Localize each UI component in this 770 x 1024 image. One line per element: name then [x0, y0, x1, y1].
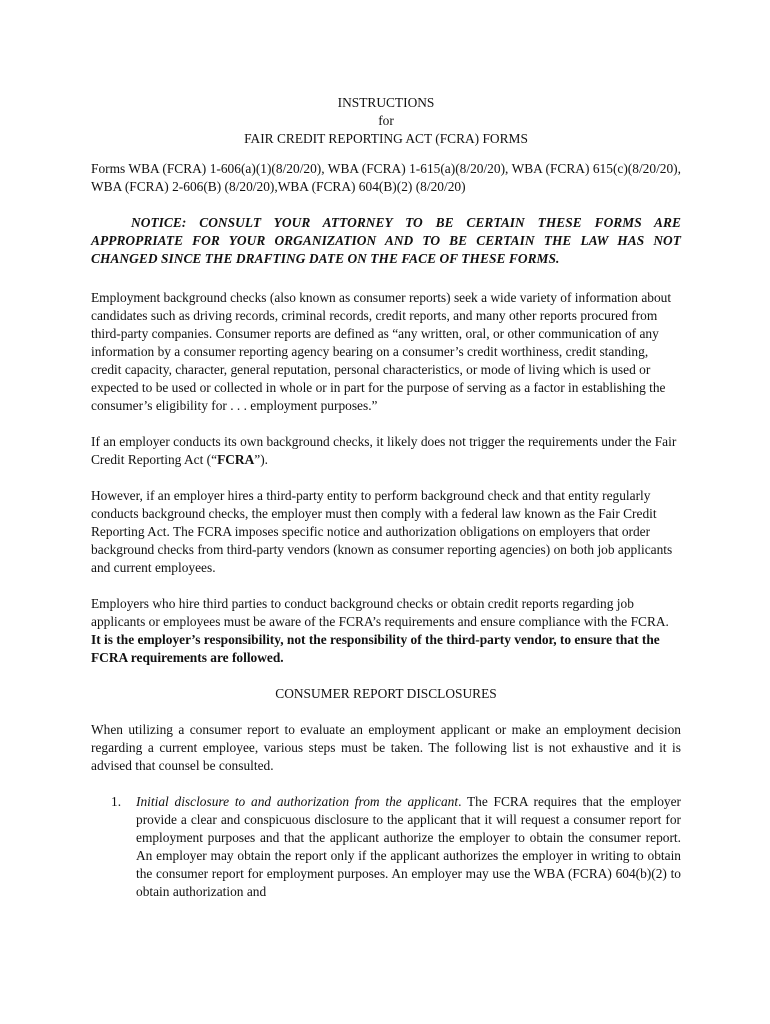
title-line-instructions: INSTRUCTIONS	[337, 95, 435, 110]
attorney-notice	[91, 214, 681, 268]
fcra-abbrev: FCRA	[217, 452, 255, 467]
paragraph-employer-responsibility	[91, 595, 681, 667]
paragraph-disclosures-intro: When utilizing a consumer report to evaluate an employment applicant or make an employment decision regarding a current employee, various steps must be taken. The following list is not exhaustive and it is advised that counsel be consulted.	[91, 722, 681, 773]
attorney-notice-text: NOTICE: CONSULT YOUR ATTORNEY TO BE CERTAIN THESE FORMS ARE APPROPRIATE FOR YOUR ORGANIZATION AND TO BE CERTAIN THE LAW HAS NOT CHANGED SINCE THE DRAFTING DATE ON THE FACE OF THESE FORMS.	[91, 215, 681, 266]
step-text: . The FCRA requires that the employer provide a clear and conspicuous disclosure to the applicant that it will request a consumer report for employment purposes and that the applicant authorize the employer to obtain the consumer report. An employer may obtain the report only if the applicant authorizes the employer in writing to obtain the consumer report for employment purposes. An employer may use the WBA (FCRA) 604(b)(2) to obtain authorization and	[136, 794, 681, 899]
own-checks-close: ”).	[254, 452, 269, 467]
title-line-fcra-forms: FAIR CREDIT REPORTING ACT (FCRA) FORMS	[244, 131, 528, 146]
document-body	[91, 94, 681, 901]
forms-list: Forms WBA (FCRA) 1-606(a)(1)(8/20/20), WBA (FCRA) 1-615(a)(8/20/20), WBA (FCRA) 615(c)(8/20/20), WBA (FCRA) 2-606(B) (8/20/20),WBA (FCRA) 604(B)(2) (8/20/20)	[91, 161, 681, 194]
document-title	[91, 94, 681, 148]
employer-responsibility-bold: It is the employer’s responsibility, not the responsibility of the third-party vendor, to ensure that the FCRA requirements are followed.	[91, 632, 660, 665]
paragraph-own-checks	[91, 433, 681, 469]
steps-list	[91, 793, 681, 901]
step-number: 1.	[111, 794, 122, 809]
step-lead: Initial disclosure to and authorization from the applicant	[136, 794, 459, 809]
section-heading-disclosures: CONSUMER REPORT DISCLOSURES	[275, 686, 497, 701]
employer-text: Employers who hire third parties to conduct background checks or obtain credit reports regarding job applicants or employees must be aware of the FCRA’s requirements and ensure compliance with the FCRA.	[91, 596, 669, 629]
paragraph-third-party: However, if an employer hires a third-party entity to perform background check and that entity regularly conducts background checks, the employer must then comply with a federal law known as the Fair Credit Reporting Act. The FCRA imposes specific notice and authorization obligations on employers that order background checks from third-party vendors (known as consumer reporting agencies) on both job applicants and current employees.	[91, 488, 673, 575]
own-checks-text: If an employer conducts its own background checks, it likely does not trigger the requirements under the Fair Credit Reporting Act (“	[91, 434, 677, 467]
title-line-for: for	[378, 113, 394, 128]
paragraph-background-checks: Employment background checks (also known as consumer reports) seek a wide variety of information about candidates such as driving records, criminal records, credit reports, and many other reports procured from third-party companies. Consumer reports are defined as “any written, oral, or other communication of any information by a consumer reporting agency bearing on a consumer’s credit worthiness, credit standing, credit capacity, character, general reputation, personal characteristics, or mode of living which is used or expected to be used or collected in whole or in part for the purpose of serving as a factor in establishing the consumer’s eligibility for . . . employment purposes.”	[91, 290, 672, 413]
list-item	[91, 793, 681, 901]
